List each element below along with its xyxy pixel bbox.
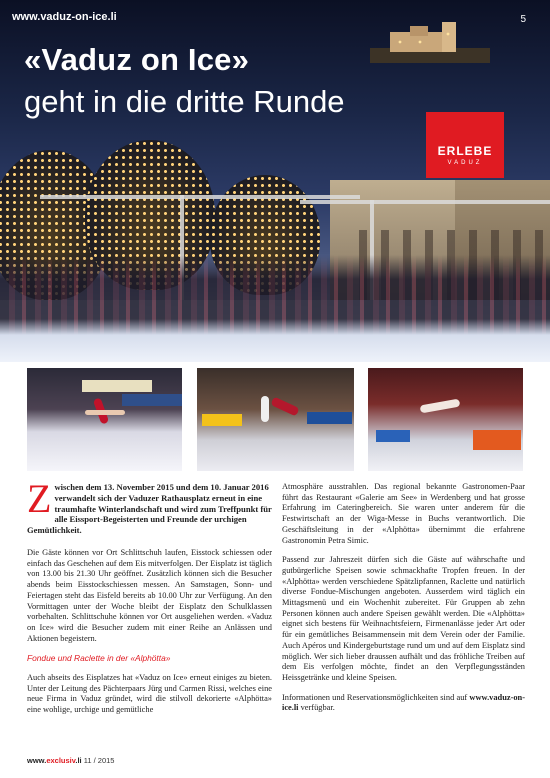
page-footer (27, 756, 114, 765)
logo-word-erlebe: ERLEBE (437, 144, 493, 158)
info-text: Informationen und Reservationsmöglichkeiten sind auf (282, 692, 468, 702)
rink-banner (202, 414, 242, 426)
rink-banner (82, 380, 152, 392)
intro-text: wischen dem 13. November 2015 und dem 10. Januar 2016 verwandelt sich der Vaduzer Rathausplatz erneut in eine traumhafte Winterlandschaft und wird zum Treffpunkt für alle Eissport-Begeisterten und Freunde der urchigen Gemütlichkeit. (27, 482, 272, 536)
text-column-2 (282, 482, 525, 723)
skaters-crowd (0, 255, 550, 335)
text-column-1 (27, 548, 272, 725)
section-subhead: Fondue und Raclette in der «Alphötta» (27, 653, 171, 664)
footer-brand: exclusiv (46, 756, 76, 765)
footer-prefix: www. (27, 756, 47, 765)
footer-suffix: .li (75, 756, 82, 765)
rink-banner (307, 412, 352, 424)
thumb-figure-skater (27, 368, 182, 471)
paragraph (282, 693, 525, 714)
thumb-skater-coop (368, 368, 523, 471)
rink-banner (473, 430, 521, 450)
paragraph: Atmosphäre ausstrahlen. Das regional bekannte Gastronomen-Paar führt das Restaurant «Galerie am See» in Werdenberg und hat grosse Erfahrung im Cateringbereich. Sie waren unter anderem für die Festwirtschaft an der Wiga-Messe in Buchs verantwortlich. Die Geschäftsleitung in der «Alphötta» übernimmt die erfahrene Gastronomin Petra Simic. (282, 482, 525, 545)
hero-photo (0, 0, 550, 362)
rink-banner (376, 430, 410, 442)
skater (420, 399, 461, 414)
logo-word-vaduz: VADUZ (447, 160, 483, 166)
thumb-pair-skaters (197, 368, 354, 471)
footer-issue: 11 / 2015 (83, 756, 115, 765)
paragraph: Passend zur Jahreszeit dürfen sich die Gäste auf währschafte und gutbürgerliche Speisen sowie schmackhafte Tropfen freuen. In der «Alphötta» werden verschiedene Spätzlipfannen, Raclette und natürlich diverse Fondue-Mischungen angeboten. Ausserdem wird täglich ein Mittagsmenü und ein Wochenhit zubereitet. Für Gruppen ab zehn Personen können auch andere Speisen gewählt werden. Die «Alphötta» eignet sich bestens für Weihnachtsfeiern, Firmenanlässe jeder Art oder für ein gemütliches Beisammensein mit dem Verein oder der Familie. Auch Apéros und Kindergeburtstage rund um und auf dem Eisplatz sind möglich. Wer sich lieber draussen aufhält und das fröhliche Treiben auf dem Eis verfolgen möchte, findet an den Verpflegungsständen Heissgetränke und kleine Speisen. (282, 555, 525, 682)
light-truss (300, 200, 550, 204)
title-line-1: «Vaduz on Ice» (24, 42, 250, 77)
light-truss (40, 195, 360, 199)
info-text-end: verfügbar. (300, 703, 335, 713)
erlebe-vaduz-logo (426, 112, 504, 178)
paragraph: Auch abseits des Eisplatzes hat «Vaduz on Ice» erneut einiges zu bieten. Unter der Leitung des Pächterpaars Jürg und Carmen Rissi, welches eine neue Firma in Vaduz gründet, wird die stilvoll dekorierte «Alphötta» eine wohlige, urchige und gemütliche (27, 673, 272, 715)
castle-silhouette (370, 18, 490, 63)
skater (270, 397, 299, 417)
site-url[interactable]: www.vaduz-on-ice.li (12, 11, 117, 23)
info-link[interactable]: www.vaduz-on-ice.li (282, 692, 525, 713)
rink-banner (122, 394, 182, 406)
page-number: 5 (520, 14, 526, 25)
intro-paragraph (27, 476, 272, 536)
drop-cap: Z (27, 476, 52, 521)
paragraph: Die Gäste können vor Ort Schlittschuh laufen, Eisstock schiessen oder einfach das Geschehen auf dem Eis mitverfolgen. Der Eisplatz ist täglich von 13.00 bis 21.30 Uhr geöffnet. Zusätzlich können sich die Besucher abends beim Eisstockschiessen messen. An Samstagen, Sonn- und Feiertagen steht das Eisfeld bereits ab 10.00 Uhr zur Verfügung. An den Vormittagen unter der Woche bleibt der Eisplatz den Schulklassen vorbehalten. Schlittschuhe können vor Ort ausgeliehen werden. «Vaduz on Ice» wird die Besucher zudem mit einer Reihe an Anlässen und Aktionen begeistern. (27, 548, 272, 643)
skater-leg (85, 410, 125, 415)
skater (261, 396, 269, 422)
title-line-2: geht in die dritte Runde (24, 84, 345, 119)
